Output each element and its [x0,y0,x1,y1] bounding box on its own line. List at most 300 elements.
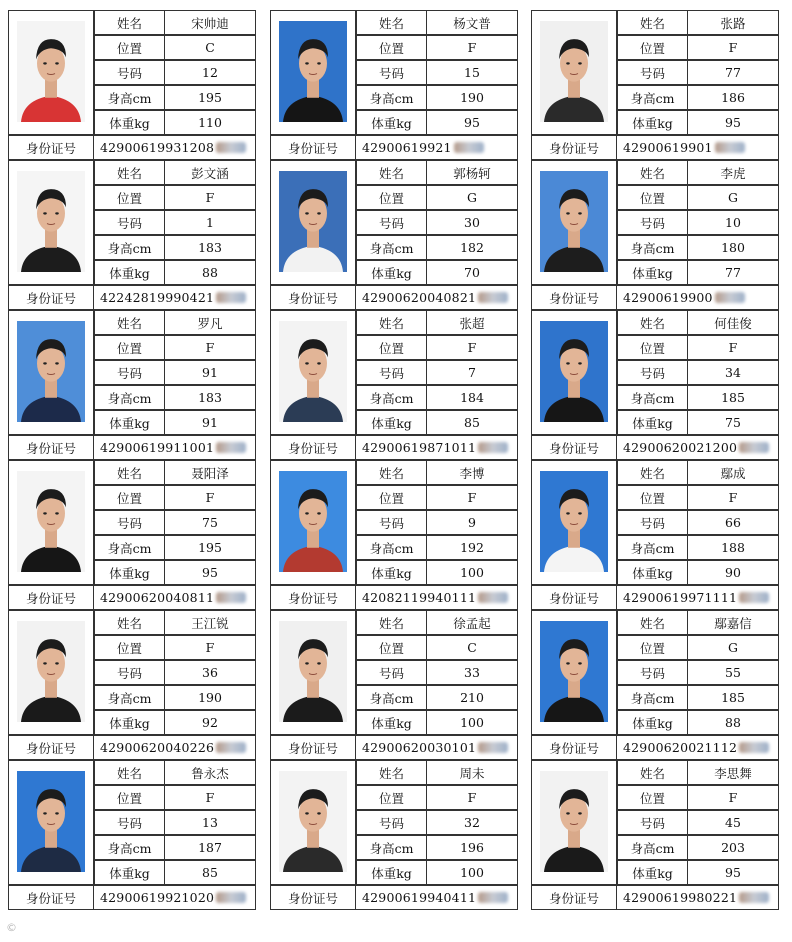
field-label-name: 姓名 [356,10,427,35]
field-value-weight: 70 [426,260,518,285]
id-label: 身份证号 [270,435,356,460]
photo-cell [8,310,94,435]
player-photo [279,471,347,572]
field-value-name: 彭文涵 [164,160,256,185]
id-label: 身份证号 [531,735,617,760]
id-redaction-mask [739,592,769,603]
field-value-height: 184 [426,385,518,410]
field-value-height: 195 [164,535,256,560]
id-redaction-mask [715,142,745,153]
id-redaction-mask [478,892,508,903]
field-value-name: 聂阳泽 [164,460,256,485]
field-value-position: C [426,635,518,660]
field-value-position: G [687,635,779,660]
field-label-height: 身高cm [94,685,165,710]
field-label-name: 姓名 [356,610,427,635]
id-label: 身份证号 [270,885,356,910]
field-label-position: 位置 [94,785,165,810]
field-value-name: 杨文普 [426,10,518,35]
id-redaction-mask [478,742,508,753]
photo-cell [270,610,356,735]
id-value [355,735,518,760]
field-label-height: 身高cm [617,235,688,260]
field-label-weight: 体重kg [94,710,165,735]
field-value-name: 李虎 [687,160,779,185]
field-value-number: 33 [426,660,518,685]
field-value-weight: 95 [164,560,256,585]
field-label-position: 位置 [356,35,427,60]
field-value-name: 周未 [426,760,518,785]
field-value-height: 203 [687,835,779,860]
id-number-text: 42900619931208 [100,140,215,155]
field-value-number: 55 [687,660,779,685]
field-value-name: 鄢成 [687,460,779,485]
field-label-height: 身高cm [356,685,427,710]
field-label-position: 位置 [356,785,427,810]
field-label-number: 号码 [94,510,165,535]
watermark-text: © [6,921,17,934]
player-card [270,310,519,460]
field-label-name: 姓名 [356,760,427,785]
field-label-weight: 体重kg [356,410,427,435]
id-value [616,885,779,910]
field-label-position: 位置 [356,185,427,210]
field-value-weight: 95 [426,110,518,135]
player-photo [279,321,347,422]
id-label: 身份证号 [531,585,617,610]
id-redaction-mask [216,892,246,903]
field-value-name: 李思舞 [687,760,779,785]
field-value-height: 183 [164,235,256,260]
id-value [93,135,256,160]
field-label-name: 姓名 [617,760,688,785]
field-label-weight: 体重kg [94,110,165,135]
field-label-height: 身高cm [617,685,688,710]
player-card [531,310,780,460]
photo-cell [531,610,617,735]
field-value-number: 36 [164,660,256,685]
field-label-number: 号码 [356,660,427,685]
photo-cell [531,310,617,435]
id-value [93,285,256,310]
field-value-height: 186 [687,85,779,110]
id-number-text: 42900619871011 [362,440,477,455]
field-label-name: 姓名 [94,10,165,35]
player-card [8,610,257,760]
field-label-number: 号码 [94,810,165,835]
field-value-height: 185 [687,385,779,410]
field-value-weight: 85 [426,410,518,435]
id-label: 身份证号 [8,435,94,460]
field-label-weight: 体重kg [617,710,688,735]
field-value-name: 罗凡 [164,310,256,335]
player-photo [540,771,608,872]
field-value-name: 张路 [687,10,779,35]
id-number-text: 42900619921020 [100,890,215,905]
field-value-height: 185 [687,685,779,710]
player-card [8,10,257,160]
field-label-weight: 体重kg [94,560,165,585]
player-card [270,760,519,910]
field-label-position: 位置 [356,335,427,360]
id-redaction-mask [216,592,246,603]
id-number-text: 42900620030101 [362,740,477,755]
field-value-height: 187 [164,835,256,860]
field-value-number: 15 [426,60,518,85]
field-label-height: 身高cm [94,535,165,560]
field-value-weight: 95 [687,860,779,885]
field-value-weight: 92 [164,710,256,735]
id-value [355,585,518,610]
player-card [531,160,780,310]
player-photo [17,771,85,872]
field-value-weight: 77 [687,260,779,285]
photo-cell [270,460,356,585]
field-label-position: 位置 [617,335,688,360]
field-label-name: 姓名 [94,160,165,185]
field-value-height: 210 [426,685,518,710]
photo-cell [8,160,94,285]
field-value-number: 66 [687,510,779,535]
id-value [355,285,518,310]
field-label-weight: 体重kg [356,260,427,285]
field-value-name: 徐孟起 [426,610,518,635]
field-label-name: 姓名 [356,310,427,335]
photo-cell [270,760,356,885]
player-card [531,610,780,760]
field-value-position: F [426,785,518,810]
field-value-name: 王江锐 [164,610,256,635]
id-value [93,885,256,910]
player-card [531,760,780,910]
field-value-name: 宋帅迪 [164,10,256,35]
field-value-height: 183 [164,385,256,410]
player-photo [17,321,85,422]
id-label: 身份证号 [8,735,94,760]
player-card [270,10,519,160]
field-value-weight: 88 [164,260,256,285]
field-value-position: F [164,185,256,210]
field-value-number: 9 [426,510,518,535]
id-value [616,285,779,310]
id-label: 身份证号 [8,585,94,610]
field-label-name: 姓名 [617,610,688,635]
field-label-height: 身高cm [617,535,688,560]
id-value [93,435,256,460]
field-label-weight: 体重kg [356,560,427,585]
field-label-height: 身高cm [356,85,427,110]
id-label: 身份证号 [8,135,94,160]
id-redaction-mask [216,142,246,153]
field-label-position: 位置 [94,635,165,660]
field-value-weight: 100 [426,860,518,885]
field-label-number: 号码 [356,210,427,235]
id-number-text: 42900619921 [362,140,452,155]
player-photo [279,21,347,122]
id-value [355,885,518,910]
id-redaction-mask [216,292,246,303]
field-label-position: 位置 [617,785,688,810]
field-label-weight: 体重kg [617,410,688,435]
field-label-height: 身高cm [617,385,688,410]
field-value-position: F [426,485,518,510]
field-value-number: 1 [164,210,256,235]
player-card [270,460,519,610]
field-label-weight: 体重kg [356,860,427,885]
field-value-height: 192 [426,535,518,560]
id-redaction-mask [216,742,246,753]
field-label-number: 号码 [94,360,165,385]
field-label-name: 姓名 [617,460,688,485]
field-value-position: F [687,785,779,810]
field-label-number: 号码 [617,510,688,535]
field-value-position: F [164,485,256,510]
field-label-number: 号码 [94,660,165,685]
field-label-name: 姓名 [94,610,165,635]
id-number-text: 42900619911001 [100,440,215,455]
field-value-number: 34 [687,360,779,385]
field-value-weight: 100 [426,710,518,735]
field-value-number: 12 [164,60,256,85]
field-value-weight: 75 [687,410,779,435]
field-value-position: F [164,785,256,810]
field-label-position: 位置 [617,635,688,660]
field-label-weight: 体重kg [94,410,165,435]
field-label-position: 位置 [356,635,427,660]
field-label-weight: 体重kg [94,860,165,885]
player-card [531,10,780,160]
field-label-name: 姓名 [94,760,165,785]
field-label-name: 姓名 [94,460,165,485]
field-value-height: 190 [426,85,518,110]
photo-cell [531,760,617,885]
player-photo [540,471,608,572]
field-label-weight: 体重kg [356,710,427,735]
field-value-height: 180 [687,235,779,260]
field-value-number: 45 [687,810,779,835]
field-label-number: 号码 [356,360,427,385]
player-photo [540,21,608,122]
field-label-weight: 体重kg [617,560,688,585]
field-value-position: C [164,35,256,60]
id-value [616,135,779,160]
field-label-height: 身高cm [356,535,427,560]
id-value [616,435,779,460]
id-label: 身份证号 [531,435,617,460]
id-label: 身份证号 [270,585,356,610]
id-number-text: 42900619900 [623,290,713,305]
field-label-height: 身高cm [356,835,427,860]
id-number-text: 42242819990421 [100,290,215,305]
field-value-position: F [164,335,256,360]
field-value-position: F [164,635,256,660]
field-label-name: 姓名 [356,160,427,185]
field-label-height: 身高cm [356,385,427,410]
field-value-position: F [426,335,518,360]
field-label-name: 姓名 [617,10,688,35]
id-redaction-mask [478,592,508,603]
player-photo [17,621,85,722]
photo-cell [531,160,617,285]
field-label-position: 位置 [94,335,165,360]
id-label: 身份证号 [270,285,356,310]
field-label-weight: 体重kg [94,260,165,285]
field-value-number: 77 [687,60,779,85]
field-value-number: 91 [164,360,256,385]
id-redaction-mask [478,292,508,303]
field-label-number: 号码 [617,60,688,85]
id-number-text: 42900619940411 [362,890,477,905]
player-card [8,160,257,310]
field-value-weight: 88 [687,710,779,735]
player-card [270,610,519,760]
id-value [616,735,779,760]
field-value-weight: 95 [687,110,779,135]
photo-cell [270,160,356,285]
id-label: 身份证号 [8,285,94,310]
id-label: 身份证号 [270,135,356,160]
field-label-weight: 体重kg [617,260,688,285]
field-label-number: 号码 [617,210,688,235]
id-number-text: 42900620040821 [362,290,477,305]
field-label-number: 号码 [356,60,427,85]
id-redaction-mask [715,292,745,303]
field-value-number: 30 [426,210,518,235]
id-redaction-mask [739,892,769,903]
id-redaction-mask [216,442,246,453]
field-label-height: 身高cm [617,835,688,860]
id-redaction-mask [478,442,508,453]
player-photo [17,471,85,572]
field-label-position: 位置 [94,185,165,210]
field-label-weight: 体重kg [617,110,688,135]
player-card [8,310,257,460]
id-number-text: 42900619901 [623,140,713,155]
field-value-position: F [687,35,779,60]
field-label-height: 身高cm [94,385,165,410]
field-label-number: 号码 [94,210,165,235]
field-label-position: 位置 [94,35,165,60]
field-value-position: G [687,185,779,210]
field-value-name: 何佳俊 [687,310,779,335]
id-redaction-mask [739,742,769,753]
player-photo [540,171,608,272]
player-roster-grid [8,10,782,938]
id-number-text: 42082119940111 [362,590,477,605]
id-value [355,435,518,460]
field-label-position: 位置 [617,485,688,510]
id-value [93,585,256,610]
field-label-name: 姓名 [617,160,688,185]
id-label: 身份证号 [531,885,617,910]
id-label: 身份证号 [8,885,94,910]
field-label-height: 身高cm [94,835,165,860]
field-value-number: 10 [687,210,779,235]
photo-cell [531,460,617,585]
field-value-name: 鲁永杰 [164,760,256,785]
field-label-position: 位置 [617,35,688,60]
field-label-number: 号码 [356,510,427,535]
field-value-position: F [687,335,779,360]
field-value-height: 195 [164,85,256,110]
field-label-number: 号码 [617,810,688,835]
field-label-weight: 体重kg [617,860,688,885]
field-label-position: 位置 [356,485,427,510]
player-photo [540,321,608,422]
field-value-position: G [426,185,518,210]
field-label-height: 身高cm [94,85,165,110]
id-number-text: 42900620040226 [100,740,215,755]
player-photo [540,621,608,722]
id-label: 身份证号 [531,135,617,160]
field-label-position: 位置 [617,185,688,210]
field-value-name: 李博 [426,460,518,485]
player-card [531,460,780,610]
field-value-height: 188 [687,535,779,560]
field-value-number: 32 [426,810,518,835]
field-value-number: 7 [426,360,518,385]
photo-cell [8,10,94,135]
id-value [93,735,256,760]
field-label-height: 身高cm [94,235,165,260]
field-label-number: 号码 [617,660,688,685]
field-value-height: 182 [426,235,518,260]
id-value [616,585,779,610]
field-value-weight: 110 [164,110,256,135]
field-value-name: 张超 [426,310,518,335]
player-photo [279,171,347,272]
player-photo [279,621,347,722]
id-label: 身份证号 [270,735,356,760]
id-label: 身份证号 [531,285,617,310]
id-number-text: 42900619980221 [623,890,738,905]
field-label-name: 姓名 [356,460,427,485]
photo-cell [8,610,94,735]
field-label-name: 姓名 [94,310,165,335]
field-value-name: 郭杨轲 [426,160,518,185]
photo-cell [270,310,356,435]
player-card [270,160,519,310]
field-value-weight: 91 [164,410,256,435]
player-photo [279,771,347,872]
field-value-position: F [426,35,518,60]
field-value-weight: 100 [426,560,518,585]
field-label-weight: 体重kg [356,110,427,135]
field-value-name: 鄢嘉信 [687,610,779,635]
field-value-position: F [687,485,779,510]
field-label-number: 号码 [617,360,688,385]
id-value [355,135,518,160]
field-label-height: 身高cm [356,235,427,260]
photo-cell [8,760,94,885]
id-redaction-mask [739,442,769,453]
field-label-height: 身高cm [617,85,688,110]
field-value-weight: 90 [687,560,779,585]
player-photo [17,21,85,122]
field-label-name: 姓名 [617,310,688,335]
player-card [8,760,257,910]
photo-cell [8,460,94,585]
field-value-height: 190 [164,685,256,710]
field-label-position: 位置 [94,485,165,510]
player-card [8,460,257,610]
field-value-height: 196 [426,835,518,860]
player-photo [17,171,85,272]
id-number-text: 42900619971111 [623,590,738,605]
field-value-number: 75 [164,510,256,535]
field-value-weight: 85 [164,860,256,885]
id-number-text: 42900620021200 [623,440,738,455]
